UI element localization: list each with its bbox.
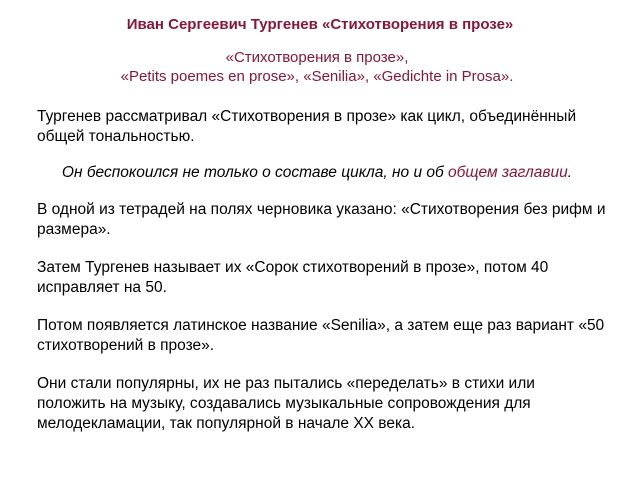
paragraph-draft-note: В одной из тетрадей на полях черновика указано: «Стихотворения без рифм и размера». [37, 201, 606, 238]
paragraph-popularity: Они стали популярны, их не раз пытались «переделать» в стихи или положить на музыку, создавались музыкальные сопровождения для мелодекламации, так популярной в начале XX века. [37, 375, 535, 432]
slide-title: Иван Сергеевич Тургенев «Стихотворения в прозе» [126, 16, 514, 33]
paragraph-cycle: Тургенев рассматривал «Стихотворения в прозе» как цикл, объединённый общей тональностью. [37, 108, 577, 145]
paragraph-title-concern-end: . [567, 164, 573, 181]
slide-subtitle [0, 48, 634, 86]
subtitle-line-1: «Стихотворения в прозе», [225, 49, 409, 66]
subtitle-line-2: «Petits poemes en prose», «Senilia», «Gedichte in Prosa». [120, 68, 514, 85]
paragraph-title-concern [0, 163, 634, 183]
paragraph-latin-title: Потом появляется латинское название «Senilia», а затем еще раз вариант «50 стихотворений в прозе». [37, 317, 605, 354]
highlighted-phrase: общем заглавии [448, 164, 568, 181]
paragraph-title-concern-text: Он беспокоился не только о составе цикла, но и об [61, 164, 449, 181]
paragraph-forty-poems: Затем Тургенев называет их «Сорок стихотворений в прозе», потом 40 исправляет на 50. [37, 259, 549, 296]
